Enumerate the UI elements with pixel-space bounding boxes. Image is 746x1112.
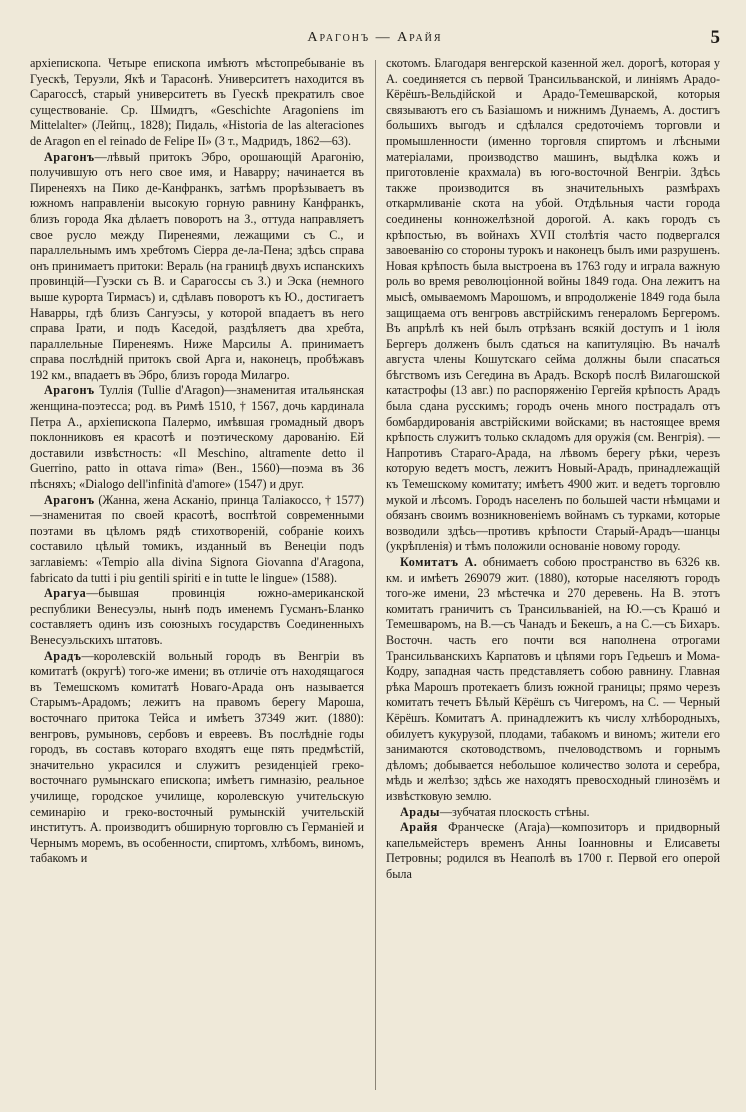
two-column-body: [30, 56, 720, 1100]
entry-paragraph: Арады—зубчатая плоскость стѣны.: [400, 804, 590, 819]
entry-headword: Арайя: [400, 820, 438, 835]
column-divider: [375, 60, 376, 1090]
running-head: Арагонъ — Арайя: [307, 30, 443, 45]
entry-paragraph: Арадъ—королевскій вольный городъ въ Венгріи въ комитатѣ (округѣ) того-же имени; въ отличіе отъ находящагося въ Темешскомъ комитатѣ Новаго-Арада онъ называется Старымъ-Арадомъ; лежитъ на правомъ берегу Мароша, восточнаго притока Тейса и имѣетъ 37349 жит. (1880): венгровъ, румыновъ, сербовъ и евреевъ. Въ послѣдніе годы городъ, въ составъ котораго входятъ еще пять предмѣстій, значительно украсился и служитъ резиденціей греко-восточнаго румынскаго епископа; имѣетъ гимназію, реальное училище, городское училище, королевскую учительскую семинарію и греко-восточный румынскій учительскій институтъ. А. производитъ обширную торговлю съ Германіей и Чернымъ моремъ, въ особенности, спиртомъ, хлѣбомъ, виномъ, табакомъ и: [30, 648, 364, 866]
page-number: 5: [710, 27, 720, 48]
entry-headword: Арагуа: [44, 586, 87, 601]
entry-paragraph: Арагонъ (Жанна, жена Асканіо, принца Таліакоссо, † 1577)—знаменитая по своей красотѣ, воспѣтой современными поэтами въ цѣломъ рядѣ стихотвореній, собраніе коихъ составило цѣлый томикъ, изданный въ Венеціи подъ заглавіемъ: «Tempio alla divina Signora Giovanna d'Aragona, fabricato da tutti i piu gentili spiriti e in tutte le lingue» (1588).: [30, 492, 364, 585]
entry-headword: Арагонъ: [44, 383, 95, 398]
entry-paragraph: архіепископа. Четыре епископа имѣютъ мѣстопребываніе въ Гуескѣ, Теруэли, Якѣ и Тарасонѣ. Университетъ находится въ Сарагоссѣ, старый университетъ въ Гуескѣ прекратилъ свое существованіе. Ср. Шмидтъ, «Geschichte Aragoniens im Mittelalter» (Лейпц., 1828); Пидаль, «Historia de las alteraciones de Aragon en el reinado de Felipe II» (3 т., Мадридъ, 1862—63).: [30, 56, 364, 148]
entry-paragraph: Арайя Франческе (Araja)—композиторъ и придворный капельмейстеръ временъ Анны Іоанновны и Елисаветы Петровны; родился въ Неаполѣ въ 1700 г. Первой его оперой была: [386, 820, 720, 881]
entry-headword: Арагонъ: [44, 149, 95, 164]
entry-paragraph: Арагонъ Туллія (Tullie d'Aragon)—знаменитая итальянская женщина-поэтесса; род. въ Римѣ 1510, † 1567, дочь кардинала Петра А., архіепископа Палермо, имѣвшая громадный дворъ поклонниковъ ея красотѣ и поэтическому дарованію. Ей доставили извѣстность: «Il Meschino, altramente detto il Guerrino, patto in ottava rima» (Вен., 1560)—поэма въ 36 пѣсняхъ; «Dialogo dell'infinità d'amore» (1547) и друг.: [30, 383, 364, 492]
entry-headword: Арагонъ: [44, 492, 95, 507]
right-column: [386, 56, 720, 1100]
entry-paragraph: Комитатъ А. обнимаетъ собою пространство въ 6326 кв. км. и имѣетъ 269079 жит. (1880), которые населяютъ городъ того-же имени, 23 мѣстечка и 270 деревень. На В. этотъ комитатъ граничитъ съ Трансильваніей, на Ю.—съ Крашó и Темешваромъ, на В.—съ Чанадъ и Бекешъ, а на С.—съ Бихаръ. Восточн. часть его почти вся наполнена отрогами Трансильванскихъ Карпатовъ и цѣпями горъ Гедьешъ и Мома-Кодру, западная часть представляетъ собою равнину. Главная рѣка Марошъ протекаетъ близъ южной границы; прямо черезъ комитатъ течетъ Бѣлый Кёрёшъ съ Чигеромъ, на С. — Черный Кёрёшъ. Комитатъ А. принадлежитъ къ числу хлѣбородныхъ, обилуетъ кукурузой, плодами, табакомъ и виномъ; жители его занимаются скотоводствомъ, пчеловодствомъ и горнымъ дѣломъ; добывается небольшое количество золота и серебра, мѣдь и желѣзо; здѣсь же находятъ превосходный глинозёмъ и извѣстковую землю.: [386, 555, 720, 803]
entry-headword: Комитатъ А.: [400, 555, 478, 569]
entry-paragraph: скотомъ. Благодаря венгерской казенной жел. дорогѣ, которая у А. соединяется съ первой Трансильванской, и линіямъ Арадо-Кёрёшъ-Вельдійской и Арадо-Темешварской, которыя связываютъ его съ Базіашомъ и нижнимъ Дунаемъ, А. достигъ большихъ выгодъ и сдѣлался средоточіемъ торговли и промышленности (именно торговля спиртомъ и лѣсными матеріалами, производство машинъ, выдѣлка кожъ и приготовленіе крахмала) въ юго-восточной Венгріи. Здѣсь также производится въ значительныхъ размѣрахъ откармливаніе скота на убой. Отдѣльныя части города соединены конножелѣзной дорогой. А. какъ городъ съ крѣпостью, въ войнахъ XVII столѣтія часто подвергался завоеванію со стороны турокъ и наконецъ былъ ими разрушенъ. Новая крѣпость была выстроена въ 1763 году и играла важную роль во время революціонной войны 1849 года. Она лежитъ на мысѣ, омываемомъ Марошомъ, и впродолженіе 1849 года была защищаема отъ венгровъ австрійскимъ генераломъ Бергеромъ. Въ апрѣлѣ къ ней былъ отрѣзанъ всякій доступъ и 1 іюля Бергеръ долженъ былъ сдаться на капитуляцію. Въ началѣ августа члены Кошутскаго сейма должны были спасаться бѣгствомъ изъ Сегедина въ Арадъ. Вскорѣ послѣ Вилагошской катастрофы (13 авг.) по распоряженію Гергейя крѣпость Арадъ была сдана русскимъ; городъ очень много пострадалъ отъ бомбардированія австрійскими войсками; въ настоящее время крѣпость служитъ только складомъ для оружія (см. Венгрія). — Напротивъ Стараго-Арада, на лѣвомъ берегу рѣки, черезъ которую ведетъ мостъ, лежитъ Новый-Арадъ, принадлежащій къ Темешскому комитату; имѣетъ 4900 жит. и ведетъ торговлю мукой и лѣсомъ. Городъ населенъ по большей части нѣмцами и обязанъ своимъ возникновеніемъ войнамъ съ турками, которые возводили здѣсь—противъ крѣпости Старый-Арадъ—шанцы (укрѣпленія) и тѣмъ положили основаніе новому городу.: [386, 56, 720, 554]
entry-headword: Арадъ: [44, 648, 82, 663]
page-header: [30, 27, 720, 52]
entry-headword: Арады: [400, 804, 440, 819]
left-column: [30, 56, 364, 1100]
entry-paragraph: Арагуа—бывшая провинція южно-американской республики Венесуэлы, нынѣ подъ именемъ Гусманъ-Бланко составляетъ одинъ изъ союзныхъ государствъ Соединенныхъ Венесуэльскихъ штатовъ.: [30, 586, 364, 647]
entry-paragraph: Арагонъ—лѣвый притокъ Эбро, орошающій Арагонію, получившую отъ него свое имя, и Наварру; начинается въ Пиренеяхъ на Пико де-Канфранкъ, затѣмъ прорѣзываетъ въ южномъ направленіи высокую горную равнину Канфранкъ, близъ города Яка дѣлаетъ поворотъ на З., оттуда направляетъ свое русло между Пиренеями, лежащими съ С., и параллельнымъ имъ хребтомъ Сіерра де-ла-Пена; здѣсь справа онъ принимаетъ притоки: Вераль (на границѣ двухъ испанскихъ провинцій—Гуэски съ В. и Сарагоссы съ З.) и Эска (немного выше курорта Тирмасъ) и, сдѣлавъ поворотъ къ Ю., достигаетъ Наварры, гдѣ близъ Сангуэсы, у которой впадаетъ въ него справа Ірати, и подъ Каседой, раздѣляетъ два хребта, параллельные Пиренеямъ. Ниже Марсилы А. принимаетъ справа послѣдній притокъ свой Арга и, наконецъ, пробѣжавъ 192 км., впадаетъ въ Эбро, близъ города Милагро.: [30, 149, 364, 382]
